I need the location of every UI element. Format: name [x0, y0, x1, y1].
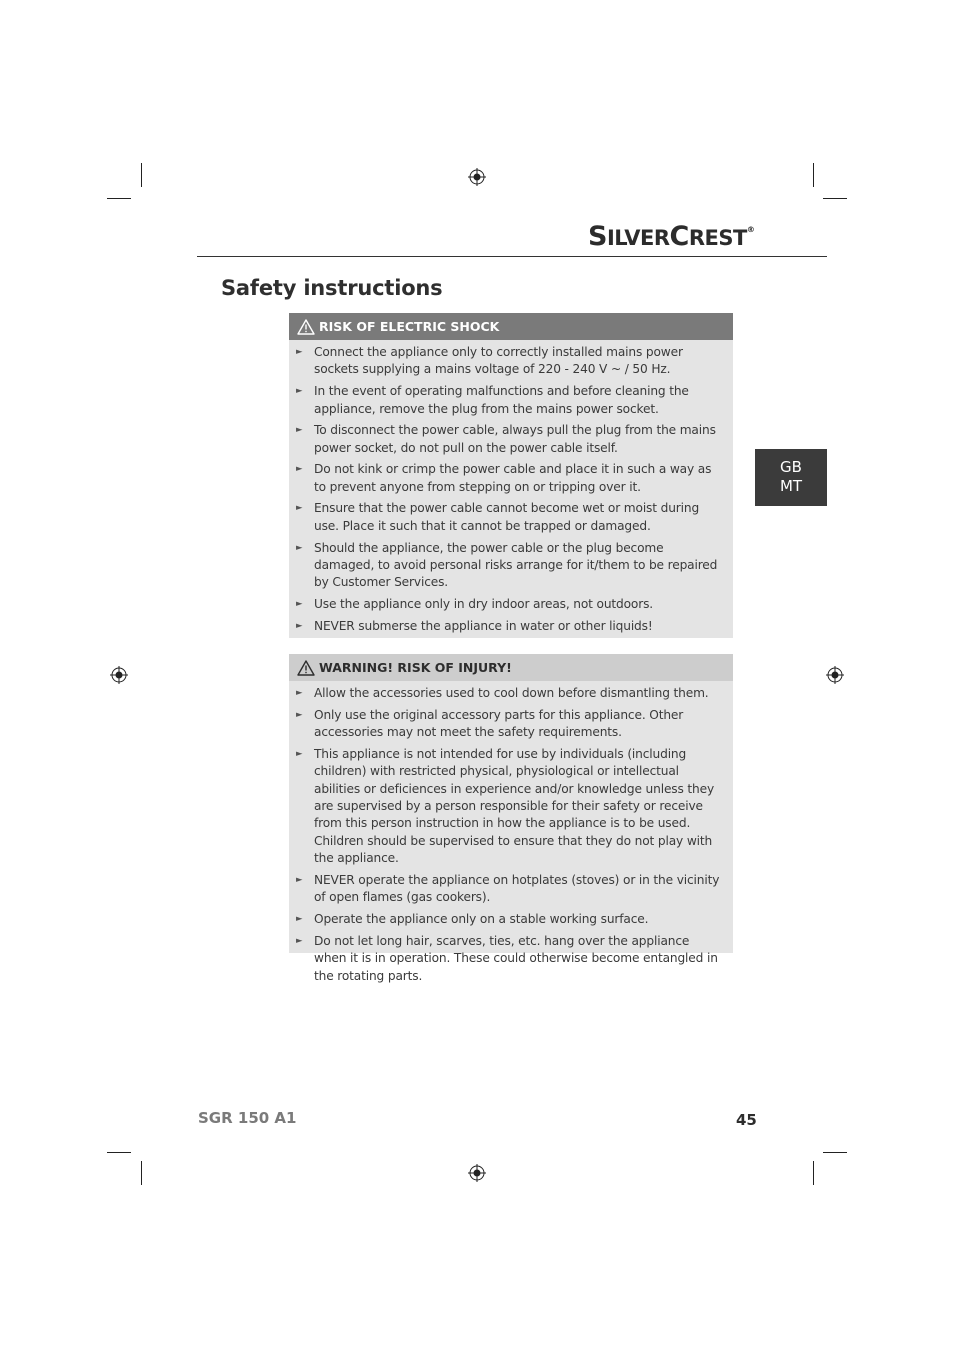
page-title: Safety instructions	[221, 276, 443, 300]
section-heading	[289, 313, 733, 340]
language-tab	[755, 449, 827, 506]
crop-mark	[813, 1161, 814, 1185]
arrow-bullet-icon: ►	[296, 347, 303, 357]
list-item: ► Ensure that the power cable cannot become wet or moist during use. Place it such that it cannot be trapped or damaged.	[296, 501, 700, 533]
language-code: MT	[779, 477, 803, 495]
section-heading-text: RISK OF ELECTRIC SHOCK	[319, 319, 500, 334]
arrow-bullet-icon: ►	[296, 874, 303, 885]
arrow-bullet-icon: ►	[296, 599, 303, 610]
arrow-bullet-icon: ►	[296, 620, 303, 631]
crop-mark	[107, 198, 131, 199]
arrow-bullet-icon: ►	[296, 935, 303, 946]
language-code: GB	[780, 458, 802, 476]
section-heading	[289, 654, 733, 681]
arrow-bullet-icon: ►	[296, 503, 303, 514]
list-item: ► To disconnect the power cable, always pull the plug from the mains power socket, do not pull on the power cable itself.	[296, 423, 716, 455]
header-rule	[197, 256, 827, 257]
arrow-bullet-icon: ►	[296, 464, 303, 475]
registration-mark-icon	[468, 168, 486, 186]
safety-box-injury	[289, 654, 733, 983]
registration-mark-icon	[110, 666, 128, 684]
list-item: ► Operate the appliance only on a stable working surface.	[296, 912, 649, 927]
arrow-bullet-icon: ►	[296, 748, 303, 759]
crop-mark	[141, 1161, 142, 1185]
arrow-bullet-icon: ►	[296, 688, 303, 698]
crop-mark	[813, 163, 814, 187]
crop-mark	[823, 198, 847, 199]
list-item: ► Allow the accessories used to cool down before dismantling them.	[296, 686, 709, 700]
list-item: ► NEVER submerse the appliance in water or other liquids!	[296, 618, 653, 633]
page-number: 45	[736, 1111, 757, 1129]
list-item: ► Do not kink or crimp the power cable and place it in such a way as to prevent anyone from stepping on or tripping over it.	[296, 462, 712, 494]
crop-mark	[141, 163, 142, 187]
arrow-bullet-icon: ►	[296, 914, 303, 925]
list-item: ► Connect the appliance only to correctly installed mains power sockets supplying a mains voltage of 220 - 240 V ~ / 50 Hz.	[296, 345, 683, 377]
arrow-bullet-icon: ►	[296, 709, 303, 720]
registration-mark-icon	[468, 1164, 486, 1182]
warning-triangle-icon	[297, 660, 315, 676]
instruction-list	[289, 681, 733, 985]
registration-mark-icon	[826, 666, 844, 684]
crop-mark	[107, 1152, 131, 1153]
arrow-bullet-icon: ►	[296, 386, 303, 397]
list-item: ► NEVER operate the appliance on hotplates (stoves) or in the vicinity of open flames (gas cookers).	[296, 872, 720, 905]
list-item: ► Only use the original accessory parts for this appliance. Other accessories may not meet the safety requirements.	[296, 707, 684, 740]
list-item: ► Should the appliance, the power cable or the plug become damaged, to avoid personal risks arrange for it/them to be repaired by Customer Services.	[296, 540, 718, 590]
arrow-bullet-icon: ►	[296, 542, 303, 553]
list-item: ► This appliance is not intended for use by individuals (including children) with restricted physical, physiological or intellectual abilities or deficiences in experience and/or knowledge unless they are supervised by a person responsible for their safety or receive from this person instruction in how the appliance is to be used. Children should be supervised to ensure that they do not play with the appliance.	[296, 746, 715, 866]
safety-box-electric-shock	[289, 313, 733, 638]
list-item: ► Do not let long hair, scarves, ties, etc. hang over the appliance when it is in operation. These could otherwise become entangled in the rotating parts.	[296, 933, 718, 983]
instruction-list	[289, 340, 733, 635]
arrow-bullet-icon: ►	[296, 425, 303, 436]
crop-mark	[823, 1152, 847, 1153]
warning-triangle-icon	[297, 319, 315, 335]
footer-model-number: SGR 150 A1	[198, 1109, 297, 1127]
brand-logo: SILVERCREST®	[588, 221, 755, 252]
section-heading-text: WARNING! RISK OF INJURY!	[319, 660, 512, 675]
list-item: ► Use the appliance only in dry indoor areas, not outdoors.	[296, 597, 654, 612]
list-item: ► In the event of operating malfunctions and before cleaning the appliance, remove the plug from the mains power socket.	[296, 384, 689, 416]
